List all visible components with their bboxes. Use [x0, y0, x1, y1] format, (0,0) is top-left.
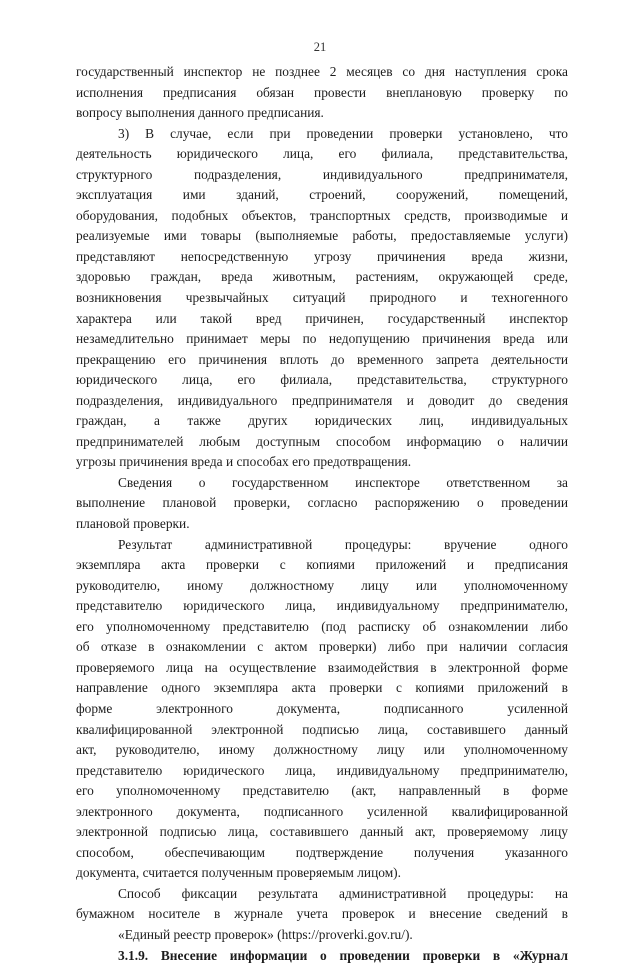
- text-line: квалифицированной электронной подписью лица, составившего данный: [76, 721, 568, 737]
- text-line: незамедлительно принимает меры по недопущению причинения вреда или: [76, 331, 568, 347]
- text-line: его уполномоченному представителю (акт, направленный в форме: [76, 783, 568, 799]
- text-line: представителю юридического лица, индивидуальному предпринимателю,: [76, 598, 568, 614]
- text-line: плановой проверки.: [76, 516, 190, 532]
- text-line: документа, считается полученным проверяемым лицом).: [76, 865, 401, 881]
- text-line: 3) В случае, если при проведении проверки установлено, что: [118, 125, 568, 141]
- text-line: проверяемого лица на осуществление взаимодействия в электронной форме: [76, 659, 568, 675]
- document-text: [76, 62, 568, 966]
- text-line: здоровью граждан, вреда животным, растениям, окружающей среде,: [76, 269, 568, 285]
- text-line: исполнения предписания обязан провести внеплановую проверку по: [76, 84, 568, 100]
- text-line: представляют непосредственную угрозу причинения вреда жизни,: [76, 248, 568, 264]
- text-line: характера или такой вред причинен, государственный инспектор: [76, 310, 568, 326]
- text-line: вопросу выполнения данного предписания.: [76, 105, 324, 121]
- text-line: предпринимателей любым доступным способом информацию о наличии: [76, 433, 568, 449]
- text-line: электронной подписью лица, составившего данный акт, проверяемому лицу: [76, 824, 568, 840]
- text-line: угрозы причинения вреда и способах его предотвращения.: [76, 454, 412, 470]
- text-line: его уполномоченному представителю (под расписку об ознакомлении либо: [76, 618, 568, 634]
- text-line: реализуемые ими товары (выполняемые работы, предоставляемые услуги): [76, 228, 568, 244]
- text-line: способом, обеспечивающим подтверждение получения указанного: [76, 844, 568, 860]
- text-line: акт, руководителю, иному должностному лицу или уполномоченному: [76, 742, 568, 758]
- text-line: граждан, а также других юридических лиц, индивидуальных: [76, 413, 568, 429]
- text-line: деятельность юридического лица, его филиала, представительства,: [76, 146, 568, 162]
- text-line: подразделения, индивидуального предпринимателя и доводит до сведения: [76, 392, 568, 408]
- text-line: выполнение плановой проверки, согласно распоряжению о проведении: [76, 495, 568, 511]
- text-line: направление одного экземпляра акта проверки с копиями приложений в: [76, 680, 568, 696]
- text-line: об отказе в ознакомлении с актом проверки) либо при наличии согласия: [76, 639, 568, 655]
- text-line: Сведения о государственном инспекторе ответственном за: [118, 474, 568, 490]
- text-line: форме электронного документа, подписанного усиленной: [76, 700, 568, 716]
- text-line: руководителю, иному должностному лицу или уполномоченному: [76, 577, 568, 593]
- text-line: Способ фиксации результата административной процедуры: на: [118, 885, 568, 901]
- text-line: государственный инспектор не позднее 2 месяцев со дня наступления срока: [76, 64, 568, 79]
- text-line: «Единый реестр проверок» (https://proverki.gov.ru/).: [118, 926, 413, 942]
- text-line: оборудования, подобных объектов, транспортных средств, производимые и: [76, 207, 568, 223]
- text-line: эксплуатация ими зданий, строений, сооружений, помещений,: [76, 187, 568, 203]
- text-line: представителю юридического лица, индивидуальному предпринимателю,: [76, 762, 568, 778]
- text-line: электронного документа, подписанного усиленной квалифицированной: [76, 803, 568, 819]
- text-line: возникновения чрезвычайных ситуаций природного и техногенного: [76, 290, 568, 306]
- text-line: прекращению его причинения вплоть до временного запрета деятельности: [76, 351, 568, 367]
- text-line: структурного подразделения, индивидуального предпринимателя,: [76, 166, 568, 182]
- section-heading-line: 3.1.9. Внесение информации о проведении проверки в «Журнал: [118, 947, 568, 963]
- page-number: 21: [313, 40, 327, 54]
- text-line: экземпляра акта проверки с копиями приложений и предписания: [76, 557, 568, 573]
- text-line: юридического лица, его филиала, представительства, структурного: [76, 372, 568, 388]
- text-line: бумажном носителе в журнале учета проверок и внесение сведений в: [76, 906, 568, 922]
- text-line: Результат административной процедуры: вручение одного: [118, 536, 568, 552]
